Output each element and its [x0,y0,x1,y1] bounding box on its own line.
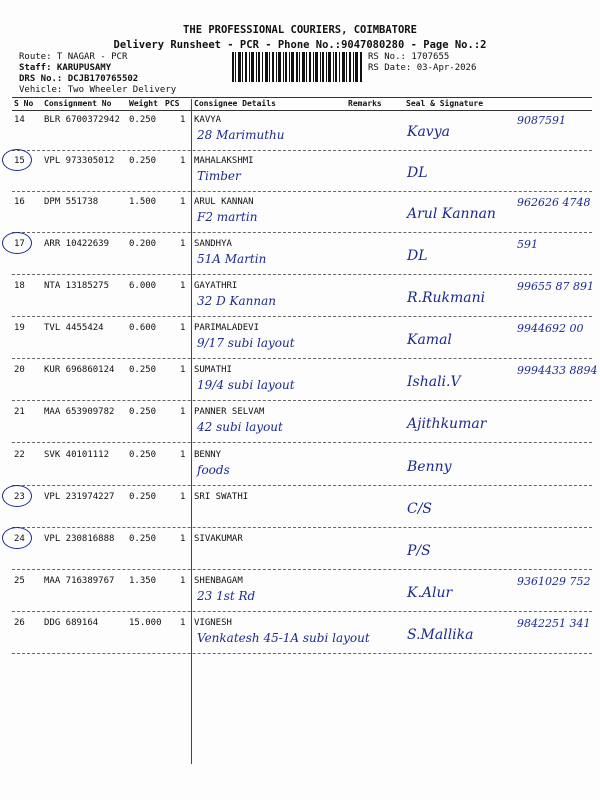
col-consignment: Consignment No [44,99,112,108]
sno-circle-mark [2,149,32,171]
row-handwritten-phone: 99655 87 891 [517,280,594,293]
page-title: THE PROFESSIONAL COURIERS, COIMBATORE [183,24,417,36]
row-separator [12,653,592,654]
row-handwritten-address: foods [197,463,230,477]
row-weight: 0.200 [129,239,157,249]
row-separator [12,400,592,401]
row-weight: 6.000 [129,281,157,291]
rs-no-text: RS No.: 1707655 [368,52,450,62]
row-consignee-name: BENNY [194,450,222,460]
table-row [12,236,592,276]
row-signature: DL [407,248,428,264]
row-sno: 26 [14,618,25,628]
row-signature: K.Alur [407,585,453,601]
table-row [12,320,592,360]
table-row [12,531,592,571]
row-signature: C/S [407,501,433,517]
row-weight: 0.250 [129,365,157,375]
row-handwritten-address: 42 subi layout [197,420,283,434]
row-handwritten-phone: 9087591 [517,114,566,127]
row-pcs: 1 [180,115,186,125]
col-sno: S No [14,99,34,108]
row-pcs: 1 [180,618,186,628]
row-signature: Arul Kannan [407,206,496,222]
header-bottom-rule [12,110,592,111]
row-signature: S.Mallika [407,627,474,643]
row-handwritten-address: 32 D Kannan [197,294,276,308]
row-pcs: 1 [180,492,186,502]
row-separator [12,611,592,612]
row-weight: 0.250 [129,115,157,125]
row-consignment-no: SVK 40101112 [44,450,110,460]
table-row [12,447,592,487]
row-handwritten-phone: 9842251 341 [517,617,591,630]
row-pcs: 1 [180,450,186,460]
row-sno: 19 [14,323,25,333]
col-pcs: PCS [165,99,180,108]
row-signature: Ishali.V [407,374,461,390]
row-consignment-no: DDG 689164 [44,618,99,628]
row-handwritten-phone: 9944692 00 [517,322,584,335]
col-signature: Seal & Signature [406,99,484,108]
row-sno: 15 [14,156,25,166]
row-pcs: 1 [180,534,186,544]
row-weight: 1.350 [129,576,157,586]
rs-meta [368,52,476,74]
row-pcs: 1 [180,156,186,166]
row-pcs: 1 [180,407,186,417]
row-consignee-name: SANDHYA [194,239,232,249]
row-signature: Kamal [407,332,452,348]
row-consignment-no: MAA 653909782 [44,407,115,417]
row-separator [12,150,592,151]
sno-circle-mark [2,232,32,254]
table-row [12,194,592,234]
route-text: Route: T NAGAR - PCR [19,52,128,62]
col-remarks: Remarks [348,99,382,108]
row-handwritten-address: Venkatesh 45-1A subi layout [197,631,370,645]
row-weight: 0.250 [129,407,157,417]
row-handwritten-address: 9/17 subi layout [197,336,295,350]
row-handwritten-address: 19/4 subi layout [197,378,295,392]
row-separator [12,191,592,192]
row-sno: 16 [14,197,25,207]
vehicle-text: Vehicle: Two Wheeler Delivery [19,85,177,95]
row-consignment-no: NTA 13185275 [44,281,110,291]
row-consignment-no: BLR 6700372942 [44,115,120,125]
row-sno: 21 [14,407,25,417]
row-consignee-name: SIVAKUMAR [194,534,243,544]
row-consignee-name: VIGNESH [194,618,232,628]
rs-date-text: RS Date: 03-Apr-2026 [368,63,477,73]
table-top-rule [12,97,592,98]
staff-text: Staff: KARUPUSAMY [19,63,112,73]
row-pcs: 1 [180,323,186,333]
row-consignee-name: GAYATHRI [194,281,238,291]
row-weight: 0.250 [129,156,157,166]
row-signature: R.Rukmani [407,290,486,306]
row-weight: 0.250 [129,450,157,460]
barcode-image [232,52,362,82]
row-handwritten-phone: 591 [517,238,538,251]
row-sno: 24 [14,534,25,544]
row-pcs: 1 [180,281,186,291]
row-handwritten-address: 51A Martin [197,252,267,266]
row-separator [12,274,592,275]
row-consignment-no: TVL 4455424 [44,323,104,333]
row-consignment-no: ARR 10422639 [44,239,110,249]
row-consignment-no: VPL 231974227 [44,492,115,502]
table-row [12,615,592,655]
row-signature: Benny [407,459,452,475]
row-consignment-no: VPL 973305012 [44,156,115,166]
table-row [12,573,592,613]
row-weight: 1.500 [129,197,157,207]
row-handwritten-phone: 9361029 752 [517,575,591,588]
row-handwritten-address: F2 martin [197,210,258,224]
row-sno: 18 [14,281,25,291]
row-pcs: 1 [180,365,186,375]
col-consignee: Consignee Details [194,99,276,108]
table-row [12,278,592,318]
row-sno: 22 [14,450,25,460]
row-weight: 0.250 [129,534,157,544]
row-consignee-name: KAVYA [194,115,222,125]
row-weight: 15.000 [129,618,162,628]
row-weight: 0.600 [129,323,157,333]
row-sno: 17 [14,239,25,249]
row-handwritten-phone: 9994433 8894 [517,364,598,377]
row-separator [12,316,592,317]
row-separator [12,358,592,359]
table-row [12,112,592,152]
row-separator [12,232,592,233]
row-consignee-name: PARIMALADEVI [194,323,260,333]
row-pcs: 1 [180,239,186,249]
row-consignment-no: MAA 716389767 [44,576,115,586]
row-handwritten-address: Timber [197,169,241,183]
table-row [12,153,592,193]
row-handwritten-phone: 962626 4748 [517,196,591,209]
sno-circle-mark [2,485,32,507]
runsheet-meta [19,52,176,96]
table-row [12,489,592,529]
row-separator [12,569,592,570]
table-row [12,362,598,402]
row-separator [12,485,592,486]
drs-text: DRS No.: DCJB170765502 [19,74,139,84]
row-consignee-name: MAHALAKSHMI [194,156,254,166]
row-separator [12,527,592,528]
row-consignee-name: SHENBAGAM [194,576,243,586]
row-sno: 23 [14,492,25,502]
row-pcs: 1 [180,197,186,207]
col-weight: Weight [129,99,158,108]
row-sno: 25 [14,576,25,586]
row-signature: Ajithkumar [407,416,487,432]
row-consignment-no: DPM 551738 [44,197,99,207]
row-sno: 20 [14,365,25,375]
page-subtitle: Delivery Runsheet - PCR - Phone No.:9047080280 - Page No.:2 [113,39,487,51]
row-separator [12,442,592,443]
row-signature: DL [407,165,428,181]
table-row [12,404,592,444]
row-sno: 14 [14,115,25,125]
row-consignee-name: ARUL KANNAN [194,197,254,207]
row-consignee-name: PANNER SELVAM [194,407,265,417]
sno-circle-mark [2,527,32,549]
row-handwritten-address: 23 1st Rd [197,589,256,603]
row-consignee-name: SRI SWATHI [194,492,249,502]
row-consignment-no: VPL 230816888 [44,534,115,544]
row-signature: Kavya [407,124,450,140]
row-pcs: 1 [180,576,186,586]
row-consignment-no: KUR 696860124 [44,365,115,375]
row-signature: P/S [407,543,431,559]
row-handwritten-address: 28 Marimuthu [197,128,285,142]
row-consignee-name: SUMATHI [194,365,232,375]
row-weight: 0.250 [129,492,157,502]
